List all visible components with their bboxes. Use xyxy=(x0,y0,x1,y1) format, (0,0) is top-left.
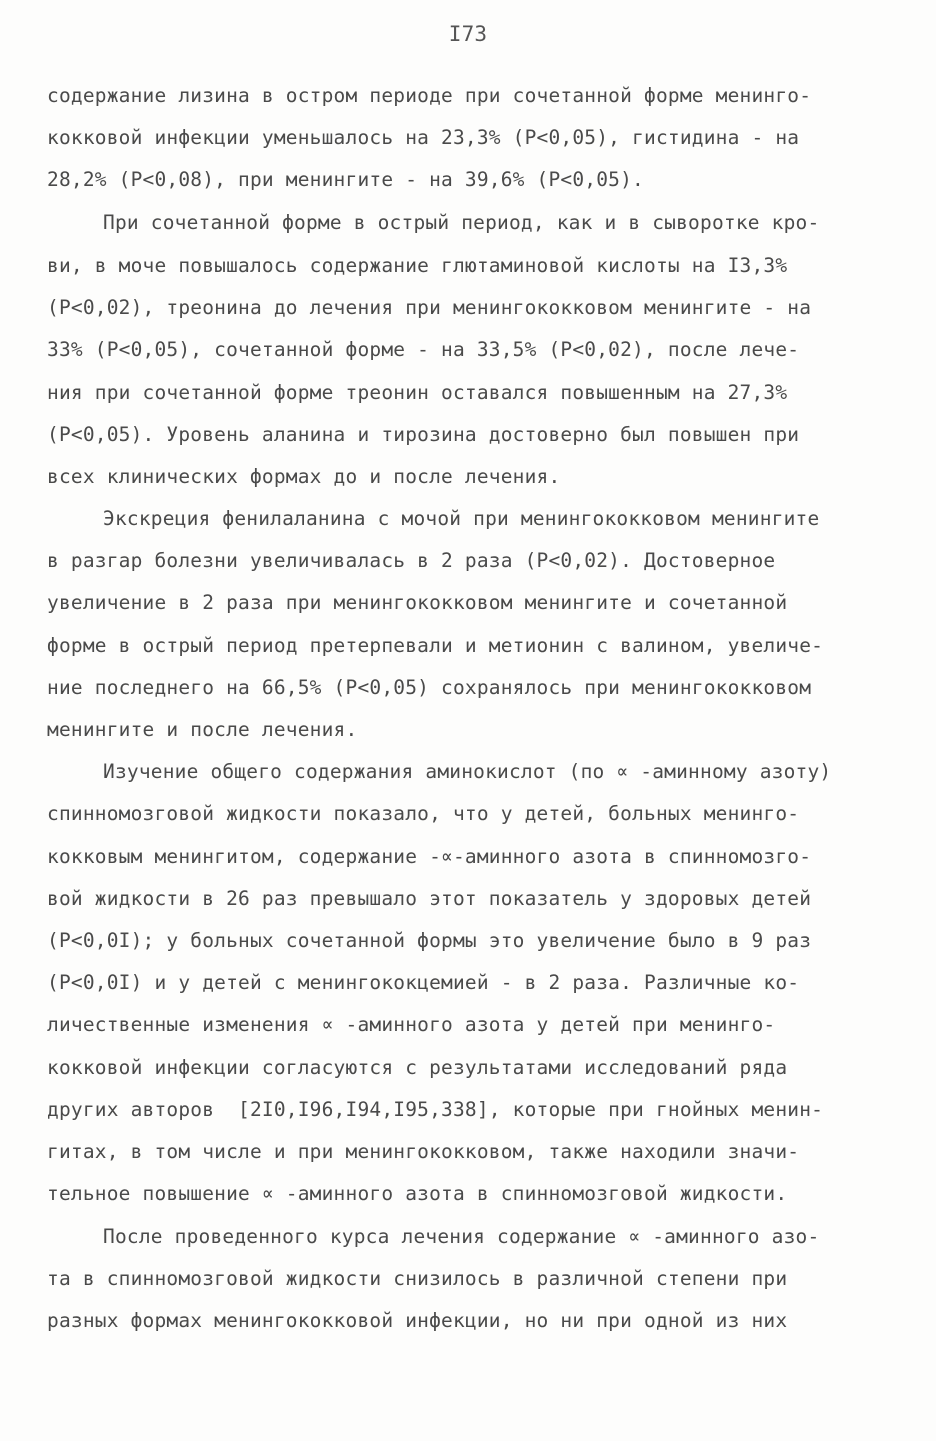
text-line: ние последнего на 66,5% (P<0,05) сохранялось при менингококковом xyxy=(47,676,812,699)
text-line: После проведенного курса лечения содержание ∝ -аминного азо- xyxy=(103,1225,820,1248)
text-line: содержание лизина в остром периоде при сочетанной форме менинго- xyxy=(47,84,812,107)
text-line: тельное повышение ∝ -аминного азота в спинномозговой жидкости. xyxy=(47,1182,788,1205)
text-line: кокковой инфекции согласуются с результатами исследований ряда xyxy=(47,1056,788,1079)
text-line: (P<0,0I) и у детей с менингококцемией - в 2 раза. Различные ко- xyxy=(47,971,800,994)
text-line: вой жидкости в 26 раз превышало этот показатель у здоровых детей xyxy=(47,887,812,910)
text-line: Экскреция фенилаланина с мочой при менингококковом менингите xyxy=(103,507,820,530)
text-line: (P<0,02), треонина до лечения при менингококковом менингите - на xyxy=(47,296,812,319)
text-line: спинномозговой жидкости показало, что у детей, больных менинго- xyxy=(47,802,800,825)
text-line: кокковой инфекции уменьшалось на 23,3% (P<0,05), гистидина - на xyxy=(47,126,800,149)
text-line: гитах, в том числе и при менингококковом, также находили значи- xyxy=(47,1140,800,1163)
text-line: (P<0,05). Уровень аланина и тирозина достоверно был повышен при xyxy=(47,423,800,446)
page-number: I73 xyxy=(448,22,488,46)
text-line: ния при сочетанной форме треонин оставался повышенным на 27,3% xyxy=(47,381,788,404)
text-line: личественные изменения ∝ -аминного азота у детей при менинго- xyxy=(47,1013,776,1036)
text-line: При сочетанной форме в острый период, как и в сыворотке кро- xyxy=(103,211,820,234)
text-line: ви, в моче повышалось содержание глютаминовой кислоты на I3,3% xyxy=(47,254,788,277)
text-line: разных формах менингококковой инфекции, но ни при одной из них xyxy=(47,1309,788,1332)
text-line: увеличение в 2 раза при менингококковом менингите и сочетанной xyxy=(47,591,788,614)
text-line: Изучение общего содержания аминокислот (по ∝ -аминному азоту) xyxy=(103,760,832,783)
text-line: 28,2% (P<0,08), при менингите - на 39,6% (P<0,05). xyxy=(47,168,644,191)
text-line: всех клинических формах до и после лечения. xyxy=(47,465,561,488)
text-line: кокковым менингитом, содержание -∝-аминного азота в спинномозго- xyxy=(47,845,812,868)
text-line: 33% (P<0,05), сочетанной форме - на 33,5% (P<0,02), после лече- xyxy=(47,338,800,361)
text-line: форме в острый период претерпевали и метионин с валином, увеличе- xyxy=(47,634,824,657)
text-line: менингите и после лечения. xyxy=(47,718,358,741)
text-line: других авторов [2I0,I96,I94,I95,338], которые при гнойных менин- xyxy=(47,1098,824,1121)
text-line: та в спинномозговой жидкости снизилось в различной степени при xyxy=(47,1267,788,1290)
text-line: (P<0,0I); у больных сочетанной формы это увеличение было в 9 раз xyxy=(47,929,812,952)
text-line: в разгар болезни увеличивалась в 2 раза (P<0,02). Достоверное xyxy=(47,549,776,572)
